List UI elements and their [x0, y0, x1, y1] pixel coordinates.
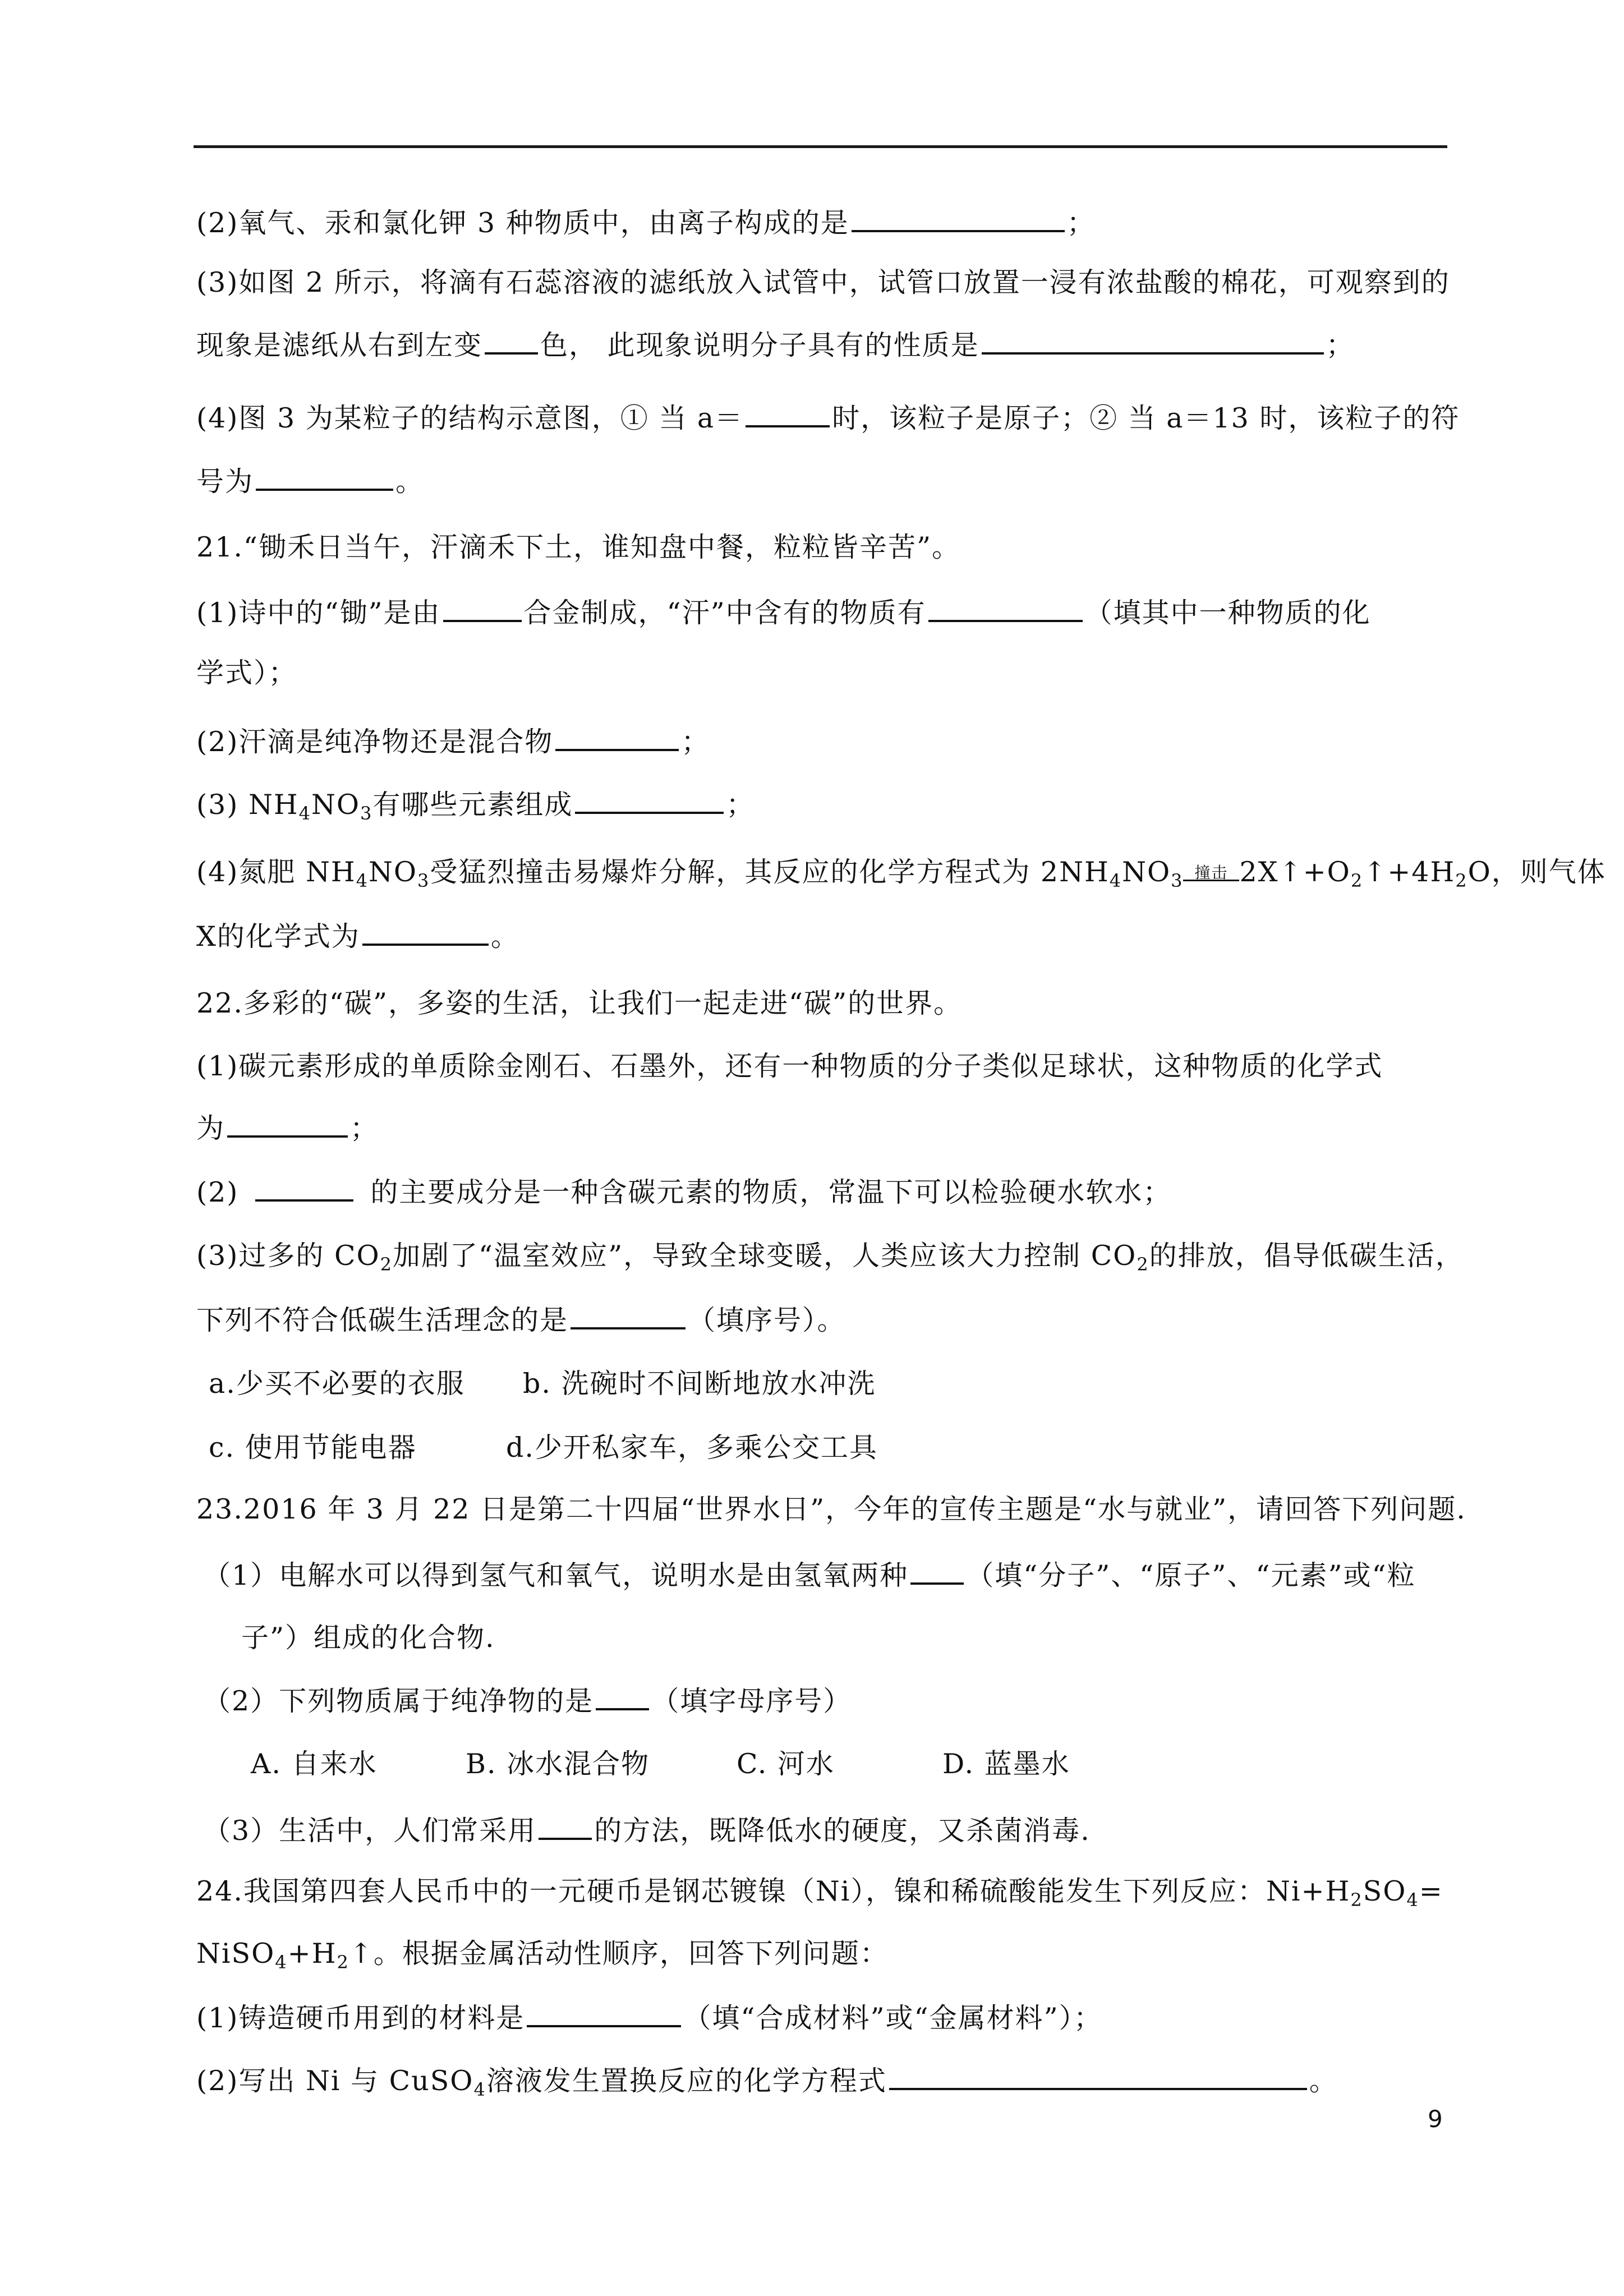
q21-part1-line2: 学式）； — [196, 657, 297, 689]
q21-part2: (2)汗滴是纯净物还是混合物 ； — [196, 724, 710, 759]
q22-part1-line2: 为 ； — [196, 1111, 379, 1145]
q21-part4-line1: (4)氮肥 $NH_4NO_3$受猛烈撞击易爆炸分解，其反应的化学方程式为 $2NH_4NO_3$ 撞击 $2X↑+O_2↑+4H_2O$，则气体 — [196, 856, 1606, 891]
answer-blank[interactable] — [910, 1558, 964, 1585]
q21-part4-line2: X的化学式为 。 — [196, 919, 519, 954]
q20-part4-line1: (4)图 3 为某粒子的结构示意图，① 当 a＝ 时，该粒子是原子；② 当 a＝13 时，该粒子的符 — [196, 401, 1460, 435]
option-b: b. 洗碗时不间断地放水冲洗 — [523, 1368, 876, 1400]
answer-blank[interactable] — [571, 1303, 686, 1329]
answer-blank[interactable] — [527, 2000, 681, 2027]
answer-blank[interactable] — [889, 2063, 1307, 2090]
answer-blank[interactable] — [928, 595, 1083, 622]
q21-part3: (3) $NH_4NO_3$有哪些元素组成 ； — [196, 787, 755, 822]
answer-blank[interactable] — [575, 787, 724, 814]
q21-stem: 21.“锄禾日当午，汗滴禾下土，谁知盘中餐，粒粒皆辛苦”。 — [196, 531, 961, 563]
answer-blank[interactable] — [485, 328, 538, 355]
q21-part1-line1: (1)诗中的“锄”是由 合金制成，“汗”中含有的物质有 （填其中一种物质的化 — [196, 595, 1371, 630]
answer-blank[interactable] — [255, 1175, 353, 1202]
option-d: d.少开私家车，多乘公交工具 — [506, 1432, 878, 1464]
q23-part1-line1: （1）电解水可以得到氢气和氧气，说明水是由氢氧两种 （填“分子”、“原子”、“元素”或“粒 — [203, 1558, 1416, 1593]
answer-blank[interactable] — [852, 205, 1065, 232]
q23-part3: （3）生活中，人们常采用 的方法，既降低水的硬度，又杀菌消毒. — [203, 1813, 1091, 1848]
answer-blank[interactable] — [256, 464, 393, 491]
page-number: 9 — [1428, 2105, 1443, 2133]
answer-blank[interactable] — [555, 724, 679, 751]
q23-options — [251, 1747, 1070, 1781]
q23-part1-line2: 子”）组成的化合物. — [241, 1622, 495, 1654]
answer-blank[interactable] — [227, 1111, 348, 1138]
option-d: D. 蓝墨水 — [942, 1748, 1070, 1780]
q22-part1-line1: (1)碳元素形成的单质除金刚石、石墨外，还有一种物质的分子类似足球状，这种物质的化学式 — [196, 1050, 1383, 1082]
q24-stem-line1: 24.我国第四套人民币中的一元硬币是钢芯镀镍（Ni），镍和稀硫酸能发生下列反应：$Ni+H_2SO_4=$ — [196, 1875, 1443, 1911]
q22-part2: (2) 的主要成分是一种含碳元素的物质，常温下可以检验硬水软水； — [196, 1175, 1171, 1209]
q24-part2: (2)写出 Ni 与 CuSO$_4$溶液发生置换反应的化学方程式 。 — [196, 2063, 1338, 2098]
option-c: c. 使用节能电器 — [209, 1432, 417, 1464]
q22-options-row1 — [209, 1367, 876, 1401]
q20-part3-line1: (3)如图 2 所示，将滴有石蕊溶液的滤纸放入试管中，试管口放置一浸有浓盐酸的棉花，可观察到的 — [196, 266, 1450, 298]
q20-part4-line2: 号为 。 — [196, 464, 424, 499]
q24-stem-line2: $NiSO_4+H_2↑$。根据金属活动性顺序，回答下列问题： — [196, 1938, 889, 1973]
q22-part3-line2: 下列不符合低碳生活理念的是 （填序号）。 — [196, 1303, 846, 1337]
answer-blank[interactable] — [596, 1683, 649, 1710]
answer-blank[interactable] — [746, 401, 830, 427]
option-b: B. 冰水混合物 — [466, 1748, 650, 1780]
q20-part3-line2: 现象是滤纸从右到左变 色， 此现象说明分子具有的性质是 ； — [196, 328, 1355, 362]
reaction-arrow: 撞击 — [1183, 863, 1239, 881]
q22-stem: 22.多彩的“碳”，多姿的生活，让我们一起走进“碳”的世界。 — [196, 987, 963, 1019]
header-rule — [194, 145, 1447, 148]
option-a: a.少买不必要的衣服 — [209, 1368, 465, 1400]
q24-part1: (1)铸造硬币用到的材料是 （填“合成材料”或“金属材料”）； — [196, 2000, 1102, 2035]
answer-blank[interactable] — [539, 1813, 592, 1840]
option-c: C. 河水 — [737, 1748, 835, 1780]
q22-options-row2 — [209, 1431, 878, 1465]
q22-part3-line1: (3)过多的 $CO_2$加剧了“温室效应”，导致全球变暖，人类应该大力控制 $CO_2$的排放，倡导低碳生活， — [196, 1240, 1464, 1275]
answer-blank[interactable] — [443, 595, 522, 622]
answer-blank[interactable] — [982, 328, 1324, 355]
option-a: A. 自来水 — [251, 1748, 378, 1780]
answer-blank[interactable] — [362, 919, 489, 946]
q23-stem: 23.2016 年 3 月 22 日是第二十四届“世界水日”，今年的宣传主题是“水与就业”，请回答下列问题. — [196, 1493, 1466, 1525]
q20-part2: (2)氧气、汞和氯化钾 3 种物质中，由离子构成的是 ； — [196, 205, 1096, 240]
q23-part2: （2）下列物质属于纯净物的是 （填字母序号） — [203, 1683, 852, 1718]
